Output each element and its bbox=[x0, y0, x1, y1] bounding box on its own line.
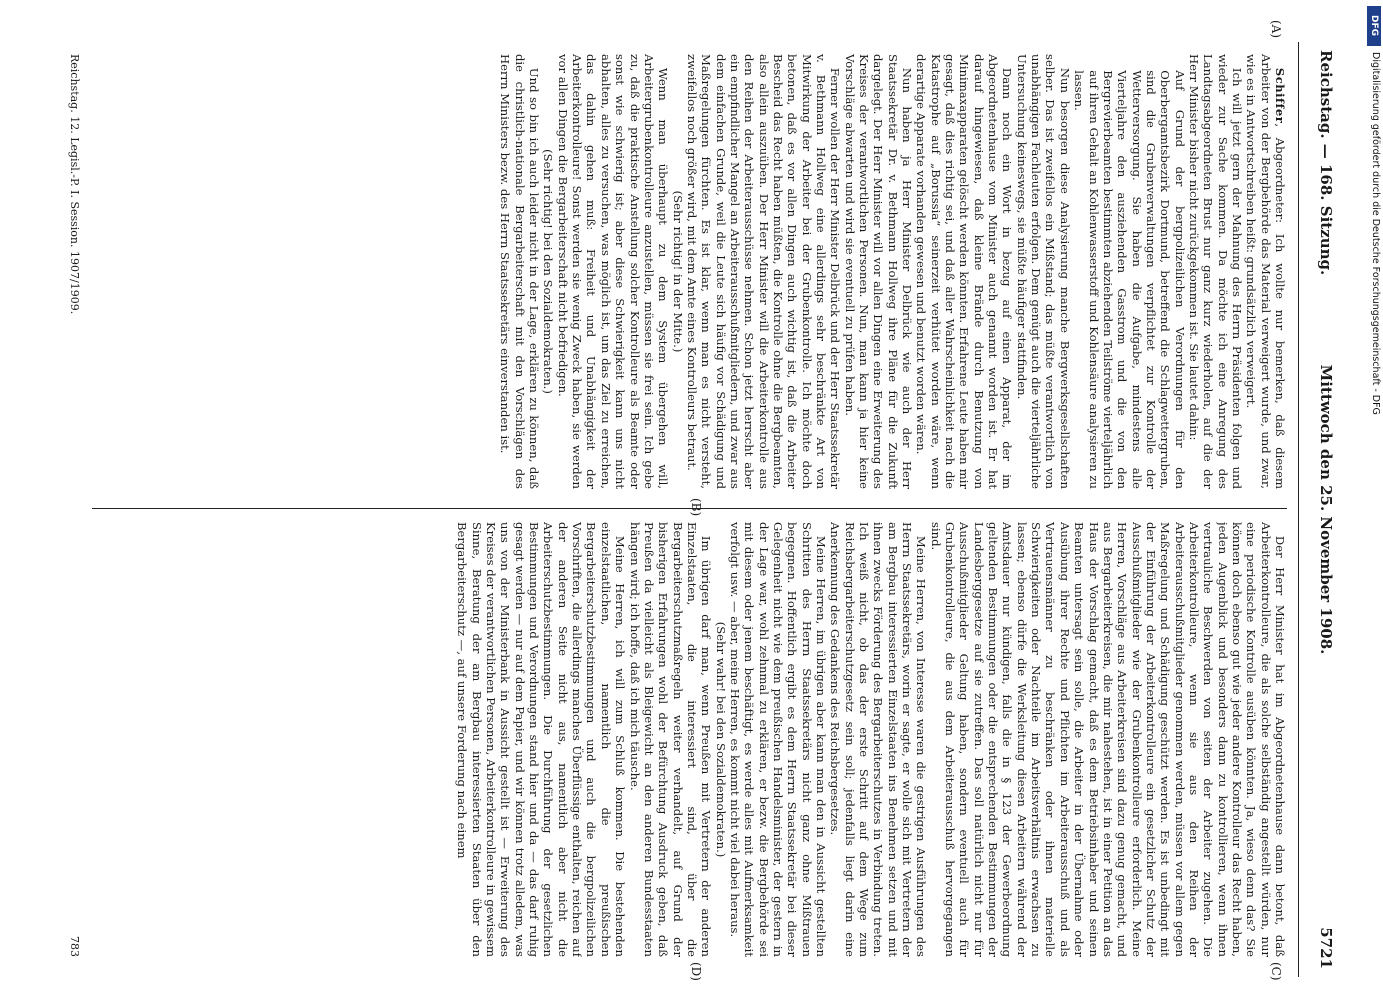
paragraph: Meine Herren, im übrigen aber kann man den in Aussicht gestellten Schritten des Herrn Staatssekretärs nicht ganz ohne Mißtrauen begegnen. Hoffentlich ergibt es dem Herrn Staatssekretär bei dieser Gelegenheit nicht wie dem preußischen Handelsminister, der gestern in der Lage war, wohl zehnmal zu erklären, er bezw. die Bergbehörde sei mit diesem oder jenem beschäftigt, es werde alles mit Aufmerksamkeit verfolgt usw. — aber, meine Herren, es kommt nicht viel dabei heraus. bbox=[727, 522, 828, 957]
speaker-role: , Abgeordneter: bbox=[1273, 123, 1287, 224]
header-rule bbox=[1298, 42, 1299, 977]
paragraph: Im übrigen darf man, wenn Preußen mit Vertretern der anderen Einzelstaaten, die interessiert sind, über die Bergarbeiterschutzmaßregeln weiter verhandelt, auf Grund der bisherigen Erfahrungen wohl der Befürchtung Ausdruck geben, daß Preußen da vielleicht als Bleigewicht an den anderen Bundesstaaten hängen wird; ich hoffe, daß ich mich täusche. bbox=[627, 522, 714, 957]
paragraph: Und so bin ich auch leider nicht in der Lage, erklären zu können, daß die christlich-nationale Bergarbeiterschaft mit den Vorschlägen des Herrn Ministers bezw. des Herrn Staatssekretärs einverstanden ist. bbox=[498, 54, 542, 489]
interjection: (Sehr wahr! bei den Sozialdemokraten.) bbox=[713, 621, 728, 858]
paragraph: Meine Herren, von Interesse waren die gestrigen Ausführungen des Herrn Staatssekretärs, worin er sagte, er wolle sich mit Vertretern der am Bergbau interessierten Einzelstaaten ins Benehmen setzen und mit ihnen zwecks Förderung des Bergarbeiterschutzes in Verbindung treten. Ich weiß nicht, ob das der erste Schritt auf dem Wege zum Reichsbergarbeiterschutzgesetz sein soll; jedenfalls liegt darin eine Anerkennung des Gedankens des Reichsbergesetzes. bbox=[828, 522, 929, 957]
interjection: (Sehr richtig! bei den Sozialdemokraten.) bbox=[541, 149, 556, 394]
paragraph: Nun haben ja Herr Minister Delbrück wie auch der Herr Staatssekretär Dr. v. Bethmann Hollweg ihre Pläne für die Zukunft dargelegt. Der Herr Minister will vor allen Dingen eine Erweiterung des Kreises der verantwortlichen Personen. Nun, man kann ja hier keine Vorschläge abwarten und wird sie eventuell zu prüfen haben. bbox=[842, 54, 915, 489]
paragraph bbox=[1244, 54, 1287, 489]
margin-marker-c: (C) bbox=[1269, 962, 1283, 981]
paragraph: Ferner wollen der Herr Minister Delbrück und der Herr Staatssekretär v. Bethmann Hollweg eine allerdings sehr beschränkte Art von Mitwirkung der Arbeiter bei der Grubenkontrolle. Ich möchte doch betonen, daß es vor allen Dingen auch wichtig ist, daß die Arbeiter Bescheid das Recht haben müßten, die Kontrolle ohne die Bergbeamten, also allein auszuüben. Der Herr Minister will die Arbeiterkontrolle aus den Reihen der Arbeiterausschüsse nehmen. Schon jetzt herrscht aber ein empfindlicher Mangel an Arbeiterausschußmitgliedern, und zwar aus dem einfachen Grunde, weil die Leute sich häufig vor Schädigung und Maßregelungen fürchten. Es ist klar, wenn man es nicht versteht, zweifellos noch größer wird, mit dem Amte eines Kontrolleurs betraut. bbox=[684, 54, 843, 489]
paragraph: Wenn man überhaupt zu dem System übergehen will, Arbeitergrubenkontrolleure anzustellen, müssen sie frei sein. Ich gebe zu, daß die praktische Anstellung solcher Kontrolleure als Beamte oder sonst wie schwierig ist; aber diese Schwierigkeit kann uns nicht abhalten, alles zu versuchen, was möglich ist, um das Ziel zu erreichen, das dahin gehen muß: Freiheit und Unabhängigkeit der Arbeiterkontrolleure! Sonst werden sie wenig Zweck haben, sie werden vor allen Dingen die Bergarbeiterschaft nicht befriedigen. bbox=[555, 54, 671, 489]
paragraph-text: Ich wollte nur bemerken, daß diesem Arbeiter von der Bergbehörde das Material verweigert wurde, und zwar, wie es in Antwortschreiben heißt: grundsätzlich verweigert. bbox=[1244, 54, 1287, 489]
interjection: (Sehr richtig! in der Mitte.) bbox=[670, 190, 685, 353]
column-divider bbox=[92, 508, 1287, 509]
dfg-logo: DFG bbox=[1367, 6, 1381, 46]
right-column bbox=[92, 522, 1287, 957]
paragraph: Nun besorgen diese Analysierung manche Bergwerksgesellschaften selber. Das ist zweifellos ein Mißstand; das müßte verantwortlich von unabhängigen Fachleuten erfolgen. Dem genügt auch die vierteljährliche Untersuchung keineswegs, sie müßte häufiger stattfinden. bbox=[1014, 54, 1072, 489]
page-number: 5721 bbox=[1317, 927, 1335, 969]
paragraph: Meine Herren, ich will zum Schluß kommen. Die bestehenden einzelstaatlichen, namentlich die preußischen Bergarbeiterschutzbestimmungen und auch die bergpolizeilichen Vorschriften, die allerdings manches Überflüssige enthalten, reichen auf der anderen Seite nicht aus, namentlich aber nicht die Arbeiterschutzbestimmungen. Die Durchführung der gesetzlichen Bestimmungen und Verordnungen stand hier und da — das darf ruhig gesagt werden — nur auf dem Papier, und wir können trotz alledem, was uns von der Ministerbank in Aussicht gestellt ist — Erweiterung des Kreises der verantwortlichen Personen, Arbeiterkontrolleure in gewissem Sinne, Beratung der am Bergbau interessierten Staaten über den Bergarbeiterschutz —, auf unsere Forderung nach einem bbox=[455, 522, 628, 957]
header-left: Reichstag. — 168. Sitzung. bbox=[1317, 50, 1335, 276]
paragraph: Dann noch ein Wort in bezug auf einen Apparat, der im Abgeordnetenhause vom Minister auch genannt worden ist. Er hat darauf hingewiesen, daß kleine Brände durch Benutzung von Minimaxapparaten gelöscht werden könnten. Erfahrene Leute haben mir gesagt, daß dies richtig sei, und daß aller Wahrscheinlichkeit nach die Katastrophe auf „Borussia“ seinerzeit verhütet worden wäre, wenn derartige Apparate vorhanden gewesen und benutzt worden wären. bbox=[914, 54, 1015, 489]
margin-marker-a: (A) bbox=[1269, 20, 1283, 39]
left-column bbox=[92, 54, 1287, 489]
quotation: Auf Grund der bergpolizeilichen Verordnungen für den Oberbergamtsbezirk Dortmund, betreffend die Schlagwettergruben, sind die Grubenverwaltungen verpflichtet zur Kontrolle der Wetterversorgung. Sie haben die Aufgabe, mindestens alle Vierteljahre den ausziehenden Gasstrom und die von den Bergrevierbeamten bestimmten abziehenden Teilströme vierteljährlich auf ihren Gehalt an Kohlenwasserstoff und Kohlensäure analysieren zu lassen. bbox=[1072, 70, 1187, 489]
margin-marker-d: (D) bbox=[689, 962, 703, 981]
page-header bbox=[1303, 42, 1343, 977]
footer-session-info: Reichstag. 12. Legisl.-P. I. Session. 1907/1909. bbox=[68, 54, 81, 315]
digitization-credit: Digitalisierung gefördert durch die Deutsche Forschungsgemeinschaft - DFG bbox=[1370, 52, 1381, 415]
paragraph: Ich will jetzt gern der Mahnung des Herrn Präsidenten folgen und wieder zur Sache kommen. Da möchte ich eine Anregung des Landtagsabgeordneten Brust nur ganz kurz wiederholen, auf die der Herr Minister bisher nicht zurückgekommen ist. Sie lautet dahin: bbox=[1186, 54, 1244, 489]
footer-signature-number: 783 bbox=[68, 936, 81, 957]
paragraph: Der Herr Minister hat im Abgeordnetenhause dann betont, daß Arbeiterkontrolleure, die als solche selbständig angestellt würden, nur eine periodische Kontrolle ausüben könnten. Ja, wieso denn das? Sie können doch ebenso gut wie jeder andere Kontrolleur das Recht haben, jeden Augenblick und besonders dann zu kontrollieren, wenn ihnen vertrauliche Beschwerden von seiten der Arbeiter zugehen. Die Arbeiterkontrolleure, wenn sie aus den Reihen der Arbeiterausschußmitglieder genommen werden, müssen vor allem gegen Maßregelung und Schädigung geschützt werden. Es ist unbedingt mit der Einführung der Arbeiterkontrolleure ein gesetzlicher Schutz der Ausschußmitglieder wie der Grubenkontrolleure erforderlich. Meine Herren, Vorschläge aus Arbeiterkreisen sind dazu genug gemacht, und aus Bergarbeiterkreisen, die mir nahestehen, ist in einer Petition an das Haus der Vorschlag gemacht, daß es dem Betriebsinhaber und seinen Beamten untersagt sein solle, die Arbeiter in der Übernahme oder Ausübung ihrer Rechte und Pflichten im Arbeiterausschuß und als Vertrauensmänner zu beschränken oder ihnen materielle Schwierigkeiten oder Nachteile im Arbeitsverhältnis erwachsen zu lassen; ebenso dürfe die Werksleitung diesen Arbeitern während der Amtsdauer nur kündigen, falls die in § 123 der Gewerbeordnung geltenden Bestimmungen oder die entsprechenden Bestimmungen der Landesberggesetze auf sie zutreffen. Das soll natürlich nicht nur für Ausschußmitglieder Geltung haben, sondern eventuell auch für Grubenkontrolleure, die aus dem Arbeiterausschuß hervorgegangen sind. bbox=[928, 522, 1287, 957]
margin-marker-b: (B) bbox=[689, 498, 703, 517]
document-page bbox=[43, 20, 1343, 981]
header-date: Mittwoch den 25. November 1908. bbox=[1317, 364, 1335, 655]
speaker-name: Schiffer bbox=[1273, 67, 1287, 124]
